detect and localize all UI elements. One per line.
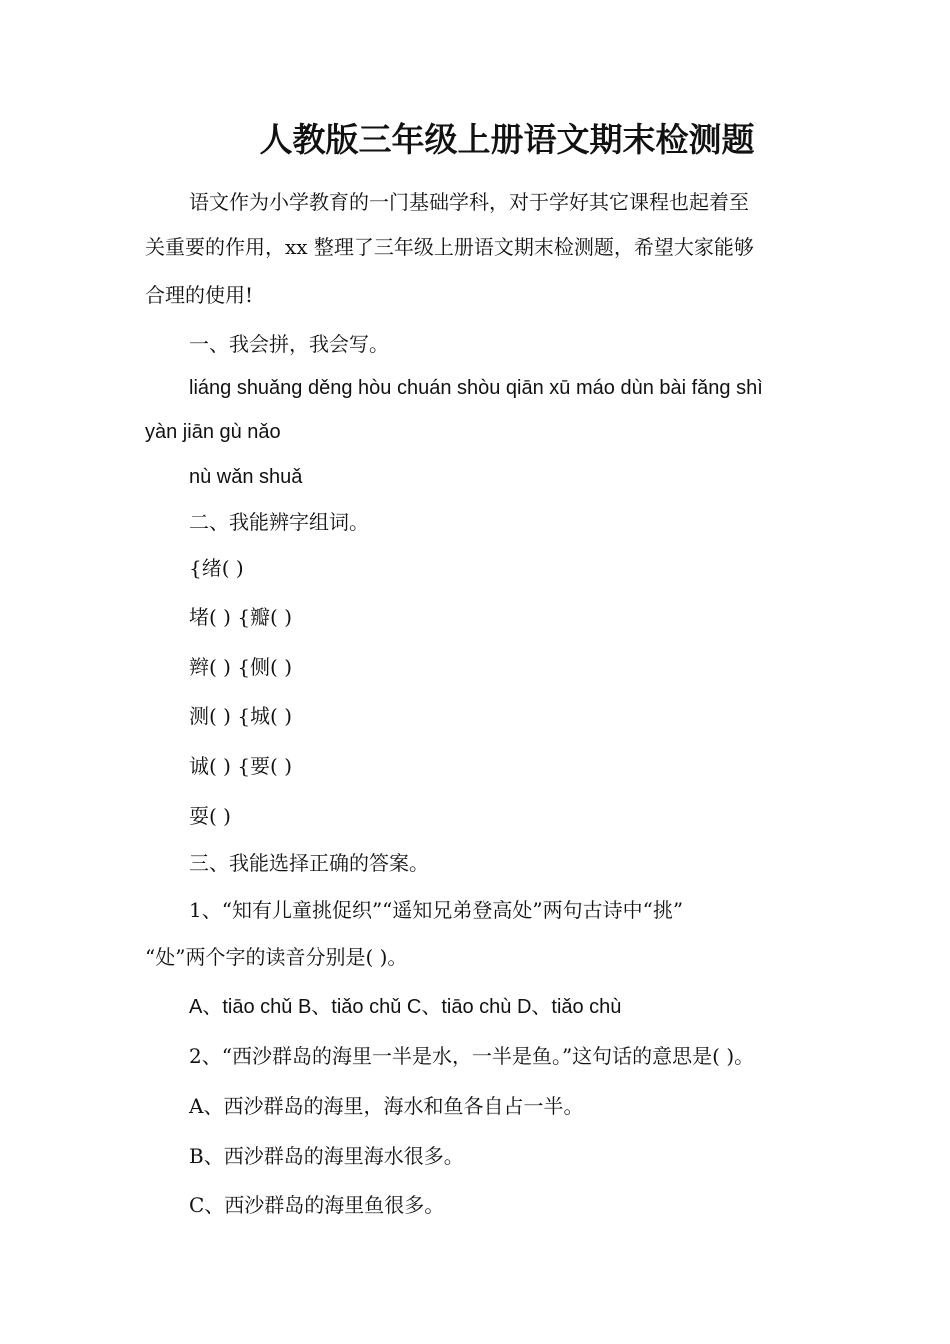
question-1-options: A、tiāo chǔ B、tiǎo chǔ C、tiāo chù D、tiǎo chù xyxy=(189,996,622,1018)
intro-line-2: 关重要的作用，xx 整理了三年级上册语文期末检测题，希望大家能够 xyxy=(145,235,754,259)
word-group-line-6: 耍( ) xyxy=(189,804,231,828)
question-2-line: 2、“西沙群岛的海里一半是水，一半是鱼。”这句话的意思是( )。 xyxy=(189,1044,755,1068)
pinyin-line-2: yàn jiān gù nǎo xyxy=(145,421,281,443)
word-group-line-1: {绪( ) xyxy=(189,556,244,580)
word-group-line-5: 诚( ) {要( ) xyxy=(189,754,293,778)
pinyin-line-1: liáng shuǎng děng hòu chuán shòu qiān xū máo dùn bài fǎng shì xyxy=(189,377,763,399)
section-heading-1: 一、我会拼，我会写。 xyxy=(189,332,389,356)
intro-line-3: 合理的使用! xyxy=(145,283,254,307)
page-title: 人教版三年级上册语文期末检测题 xyxy=(259,120,755,159)
word-group-line-4: 测( ) {城( ) xyxy=(189,704,293,728)
word-group-line-2: 堵( ) {瓣( ) xyxy=(189,605,293,629)
section-heading-3: 三、我能选择正确的答案。 xyxy=(189,851,429,875)
question-2-option-b: B、西沙群岛的海里海水很多。 xyxy=(189,1144,464,1168)
word-group-line-3: 辫( ) {侧( ) xyxy=(189,655,293,679)
section-heading-2: 二、我能辨字组词。 xyxy=(189,510,369,534)
question-1-line-1: 1、“知有儿童挑促织”“遥知兄弟登高处”两句古诗中“挑” xyxy=(189,898,684,922)
pinyin-line-3: nù wǎn shuǎ xyxy=(189,466,303,488)
question-2-option-c: C、西沙群岛的海里鱼很多。 xyxy=(189,1193,445,1217)
intro-line-1: 语文作为小学教育的一门基础学科，对于学好其它课程也起着至 xyxy=(189,190,749,214)
question-1-line-2: “处”两个字的读音分别是( )。 xyxy=(145,945,408,969)
question-2-option-a: A、西沙群岛的海里，海水和鱼各自占一半。 xyxy=(189,1094,584,1118)
